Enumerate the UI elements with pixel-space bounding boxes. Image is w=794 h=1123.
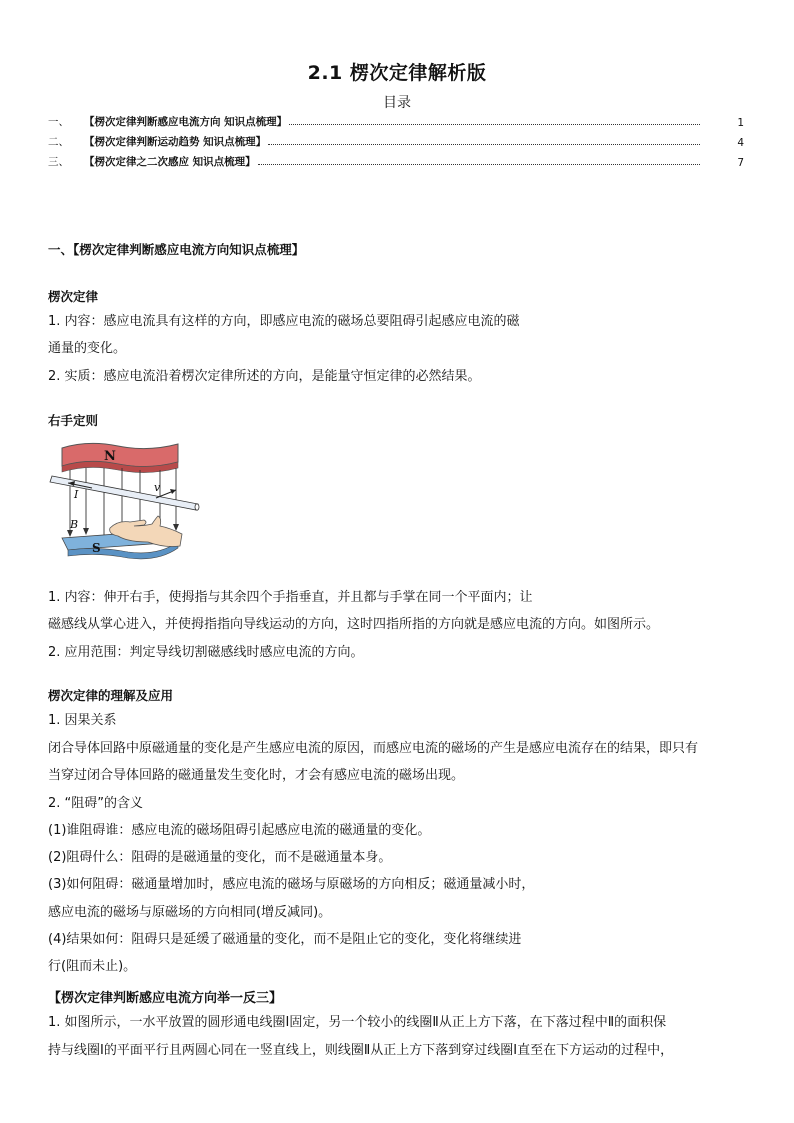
paragraph: 2. 应用范围：判定导线切割磁感线时感应电流的方向。 (48, 645, 364, 660)
paragraph: 1. 内容：感应电流具有这样的方向，即感应电流的磁场总要阻碍引起感应电流的磁 (48, 314, 520, 329)
south-pole-label: S (92, 541, 101, 555)
paragraph: 1. 因果关系 (48, 713, 117, 728)
lenz-law-heading: 楞次定律 (48, 289, 99, 304)
toc-label: 【楞次定律之二次感应 知识点梳理】 (84, 156, 256, 168)
velocity-label: v (154, 481, 161, 494)
toc-number: 一、 (48, 116, 69, 128)
toc-page-number: 4 (737, 137, 744, 149)
right-hand-rule-heading: 右手定则 (48, 413, 99, 428)
paragraph: 1. 内容：伸开右手，使拇指与其余四个手指垂直，并且都与手掌在同一个平面内；让 (48, 590, 533, 605)
paragraph: 当穿过闭合导体回路的磁通量发生变化时，才会有感应电流的磁场出现。 (48, 768, 465, 783)
field-label: B (70, 518, 79, 531)
toc-leader (268, 144, 700, 145)
toc-label: 【楞次定律判断运动趋势 知识点梳理】 (84, 136, 267, 148)
toc-number: 三、 (48, 156, 69, 168)
paragraph: (2)阻碍什么：阻碍的是磁通量的变化，而不是磁通量本身。 (48, 850, 392, 865)
section-heading: 一、【楞次定律判断感应电流方向知识点梳理】 (48, 242, 305, 257)
toc-page-number: 1 (737, 117, 744, 129)
paragraph: 2. “阻碍”的含义 (48, 796, 144, 811)
right-hand-rule-figure (48, 438, 208, 566)
question-text: 持与线圈Ⅰ的平面平行且两圆心同在一竖直线上，则线圈Ⅱ从正上方下落到穿过线圈Ⅰ直至在下方运动的过程中， (48, 1043, 674, 1058)
north-pole-label: N (104, 449, 116, 464)
paragraph: 通量的变化。 (48, 341, 127, 356)
toc-entry[interactable] (48, 133, 744, 149)
question-text: 1. 如图所示，一水平放置的圆形通电线圈Ⅰ固定，另一个较小的线圈Ⅱ从正上方下落，在下落过程中Ⅱ的面积保 (48, 1015, 667, 1030)
toc-number: 二、 (48, 136, 69, 148)
paragraph: 行(阻而未止)。 (48, 959, 137, 974)
toc-heading: 目录 (383, 95, 411, 111)
toc-leader (289, 124, 700, 125)
page-title: 2.1 楞次定律解析版 (307, 62, 487, 84)
paragraph: 闭合导体回路中原磁通量的变化是产生感应电流的原因，而感应电流的磁场的产生是感应电流存在的结果，即只有 (48, 741, 699, 756)
current-label: I (74, 488, 79, 501)
paragraph: (3)如何阻碍：磁通量增加时，感应电流的磁场与原磁场的方向相反；磁通量减小时， (48, 877, 535, 892)
paragraph: 感应电流的磁场与原磁场的方向相同(增反减同)。 (48, 905, 332, 920)
paragraph: 2. 实质：感应电流沿着楞次定律所述的方向，是能量守恒定律的必然结果。 (48, 369, 481, 384)
paragraph: (4)结果如何：阻碍只是延缓了磁通量的变化，而不是阻止它的变化，变化将继续进 (48, 932, 522, 947)
toc-entry[interactable] (48, 153, 744, 169)
toc-entry[interactable] (48, 113, 744, 129)
understanding-heading: 楞次定律的理解及应用 (48, 688, 174, 703)
paragraph: 磁感线从掌心进入，并使拇指指向导线运动的方向，这时四指所指的方向就是感应电流的方向。如图所示。 (48, 617, 660, 632)
toc-label: 【楞次定律判断感应电流方向 知识点梳理】 (84, 116, 288, 128)
example-heading: 【楞次定律判断感应电流方向举一反三】 (48, 991, 283, 1006)
paragraph: (1)谁阻碍谁：感应电流的磁场阻碍引起感应电流的磁通量的变化。 (48, 823, 431, 838)
toc-leader (258, 164, 700, 165)
toc-page-number: 7 (737, 157, 744, 169)
